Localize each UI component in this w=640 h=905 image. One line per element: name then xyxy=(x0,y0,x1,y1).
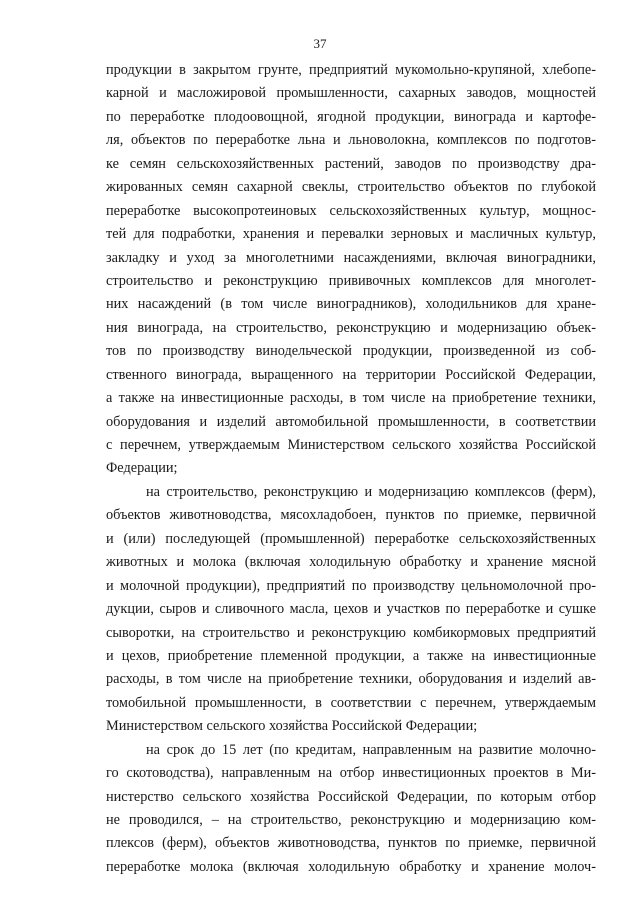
text-line: ния винограда, на строительство, реконструкцию и модернизацию объек- xyxy=(106,319,596,336)
text-line: строительство и реконструкцию прививочных комплексов для многолет- xyxy=(106,272,596,289)
text-line: расходы, в том числе на приобретение техники, оборудования и изделий ав- xyxy=(106,671,596,688)
text-line: ственного винограда, выращенного на территории Российской Федерации, xyxy=(106,366,596,383)
text-line: жированных семян сахарной свеклы, строительство объектов по глубокой xyxy=(106,179,596,196)
text-line: продукции в закрытом грунте, предприятий мукомольно-крупяной, хлебопе- xyxy=(106,62,596,78)
text-line: сыворотки, на строительство и реконструкцию комбикормовых предприятий xyxy=(106,624,596,641)
text-line: с перечнем, утверждаемым Министерством сельского хозяйства Российской xyxy=(106,437,596,453)
body-text xyxy=(106,59,596,879)
text-line: переработке высокопротеиновых сельскохозяйственных культур, мощнос- xyxy=(106,202,596,219)
text-line: ке семян сельскохозяйственных растений, заводов по производству дра- xyxy=(106,155,596,172)
text-line: Министерством сельского хозяйства Российской Федерации; xyxy=(106,718,478,735)
text-line: по переработке плодоовощной, ягодной продукции, винограда и картофе- xyxy=(106,108,596,125)
text-line: и молочной продукции), предприятий по производству цельномолочной про- xyxy=(106,577,596,594)
text-line: дукции, сыров и сливочного масла, цехов и участков по переработке и сушке xyxy=(106,601,596,618)
text-line: не проводился, – на строительство, реконструкцию и модернизацию ком- xyxy=(106,812,596,828)
text-line: томобильной промышленности, в соответствии с перечнем, утверждаемым xyxy=(106,694,596,711)
text-line: а также на инвестиционные расходы, в том числе на приобретение техники, xyxy=(106,390,596,407)
text-line: закладку и уход за многолетними насаждениями, включая виноградники, xyxy=(106,249,596,266)
text-line: тов по производству винодельческой продукции, произведенной из соб- xyxy=(106,343,596,360)
text-line: них насаждений (в том числе виноградников), холодильников для хране- xyxy=(106,296,596,313)
page-number: 37 xyxy=(313,36,327,51)
text-line: животных и молока (включая холодильную обработку и хранение мясной xyxy=(106,554,596,571)
text-line: оборудования и изделий автомобильной промышленности, в соответствии xyxy=(106,413,596,430)
text-line: переработке молока (включая холодильную обработку и хранение молоч- xyxy=(106,858,596,875)
text-line: нистерство сельского хозяйства Российской Федерации, по которым отбор xyxy=(106,788,596,805)
text-line: ля, объектов по переработке льна и льноволокна, комплексов по подготов- xyxy=(106,132,596,149)
text-line: карной и масложировой промышленности, сахарных заводов, мощностей xyxy=(106,85,596,102)
text-line: объектов животноводства, мясохладобоен, пунктов по приемке, первичной xyxy=(106,507,596,524)
text-line: на строительство, реконструкцию и модернизацию комплексов (ферм), xyxy=(146,483,596,500)
text-line: го скотоводства), направленным на отбор инвестиционных проектов в Ми- xyxy=(106,765,596,782)
text-line: на срок до 15 лет (по кредитам, направленным на развитие молочно- xyxy=(146,741,596,758)
text-line: и цехов, приобретение племенной продукции, а также на инвестиционные xyxy=(106,647,596,664)
text-line: и (или) последующей (промышленной) переработке сельскохозяйственных xyxy=(106,530,596,547)
text-line: плексов (ферм), объектов животноводства, пунктов по приемке, первичной xyxy=(106,835,596,852)
text-line: Федерации; xyxy=(106,460,178,477)
text-line: тей для подработки, хранения и перевалки зерновых и масличных культур, xyxy=(106,226,596,243)
